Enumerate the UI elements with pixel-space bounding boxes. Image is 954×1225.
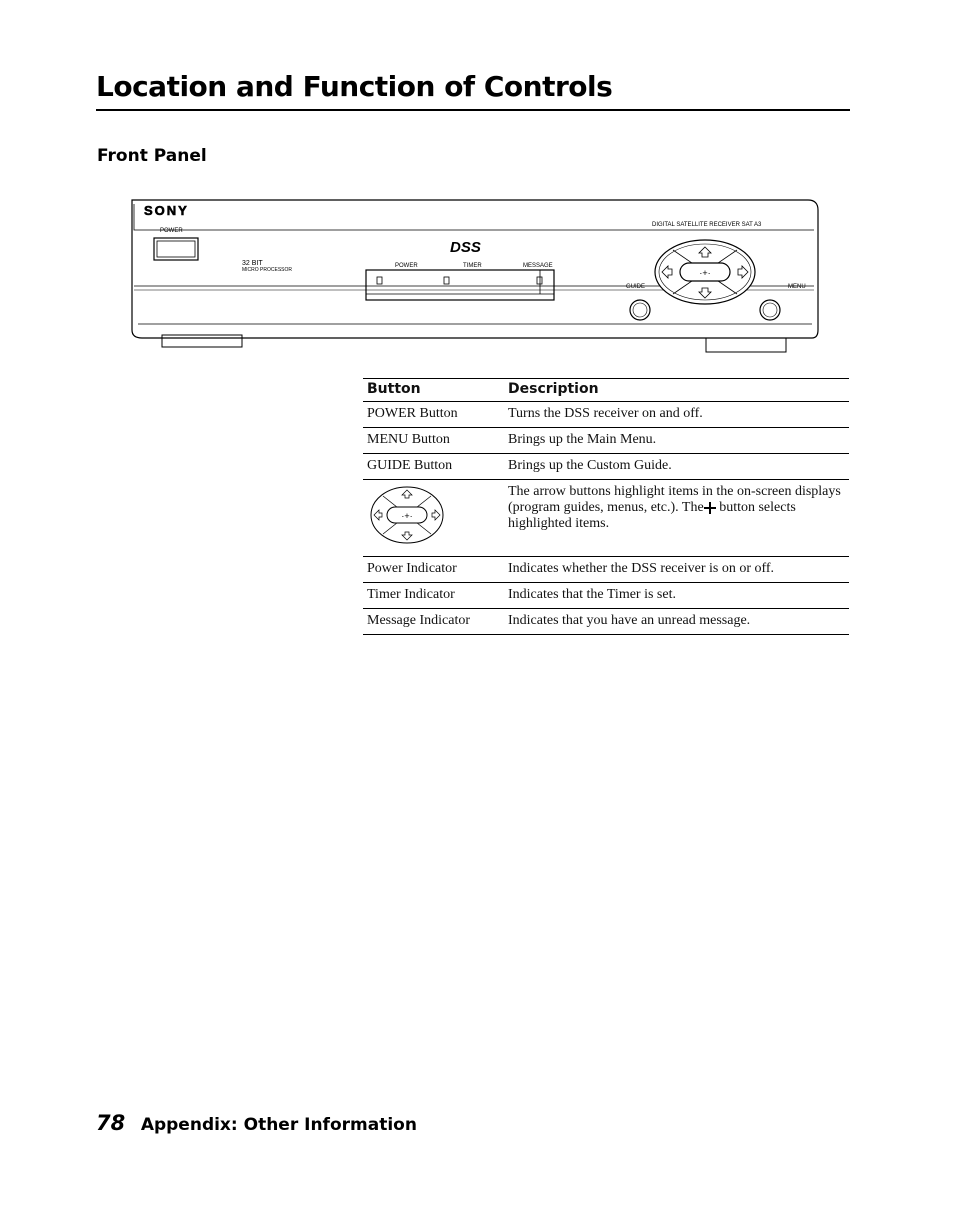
message-indicator-label: MESSAGE (523, 263, 553, 269)
table-header-row (363, 379, 849, 402)
row-description: Indicates that you have an unread message. (504, 609, 849, 635)
guide-button-label: GUIDE (626, 284, 646, 290)
table-row (363, 454, 849, 480)
timer-indicator-light (444, 277, 449, 284)
svg-text:·+·: ·+· (401, 511, 413, 521)
brand-logo (144, 203, 189, 218)
front-panel-illustration (128, 190, 822, 360)
arrow-description-start: The arrow buttons highlight items in the on-screen displays (program guides, menus, etc.). The (508, 484, 841, 515)
page-number: 78 (96, 1111, 126, 1135)
section-subtitle: Front Panel (97, 146, 207, 166)
arrow-pad[interactable] (655, 240, 755, 304)
arrow-description-end: button selects highlighted items. (508, 500, 796, 531)
table-row (363, 557, 849, 583)
timer-indicator-label: TIMER (463, 263, 482, 269)
row-description: Turns the DSS receiver on and off. (504, 402, 849, 428)
micro-label: MICRO PROCESSOR (242, 267, 293, 273)
model-label: DIGITAL SATELLITE RECEIVER SAT A3 (652, 222, 762, 228)
power-button-label: POWER (160, 228, 183, 234)
row-name: GUIDE Button (363, 454, 504, 480)
arrow-pad-icon (367, 484, 447, 546)
page-footer (96, 1111, 417, 1135)
power-indicator-label: POWER (395, 263, 418, 269)
plus-icon (704, 502, 716, 514)
svg-text:DSS: DSS (450, 239, 481, 256)
table-row (363, 402, 849, 428)
row-name: POWER Button (363, 402, 504, 428)
row-description: Brings up the Main Menu. (504, 428, 849, 454)
controls-table (363, 378, 849, 635)
power-indicator-light (377, 277, 382, 284)
table-row (363, 480, 849, 557)
dss-logo (450, 239, 481, 256)
row-name: MENU Button (363, 428, 504, 454)
select-plus-icon: ·+· (699, 268, 711, 278)
row-name (363, 480, 504, 557)
page-title: Location and Function of Controls (96, 70, 613, 103)
footer-section-title: Appendix: Other Information (140, 1115, 417, 1135)
table-row (363, 609, 849, 635)
row-name: Message Indicator (363, 609, 504, 635)
front-panel-drawing (128, 190, 822, 360)
table-row (363, 428, 849, 454)
row-name: Timer Indicator (363, 583, 504, 609)
row-description: Brings up the Custom Guide. (504, 454, 849, 480)
title-rule (96, 109, 850, 111)
column-header-description: Description (504, 379, 849, 402)
svg-text:SONY: SONY (144, 203, 189, 218)
table-row (363, 583, 849, 609)
row-name: Power Indicator (363, 557, 504, 583)
row-description (504, 480, 849, 557)
bit-label: 32 BIT (242, 260, 263, 267)
message-indicator-light (537, 277, 542, 284)
menu-button-label: MENU (788, 284, 806, 290)
row-description: Indicates whether the DSS receiver is on or off. (504, 557, 849, 583)
column-header-button: Button (363, 379, 504, 402)
row-description: Indicates that the Timer is set. (504, 583, 849, 609)
